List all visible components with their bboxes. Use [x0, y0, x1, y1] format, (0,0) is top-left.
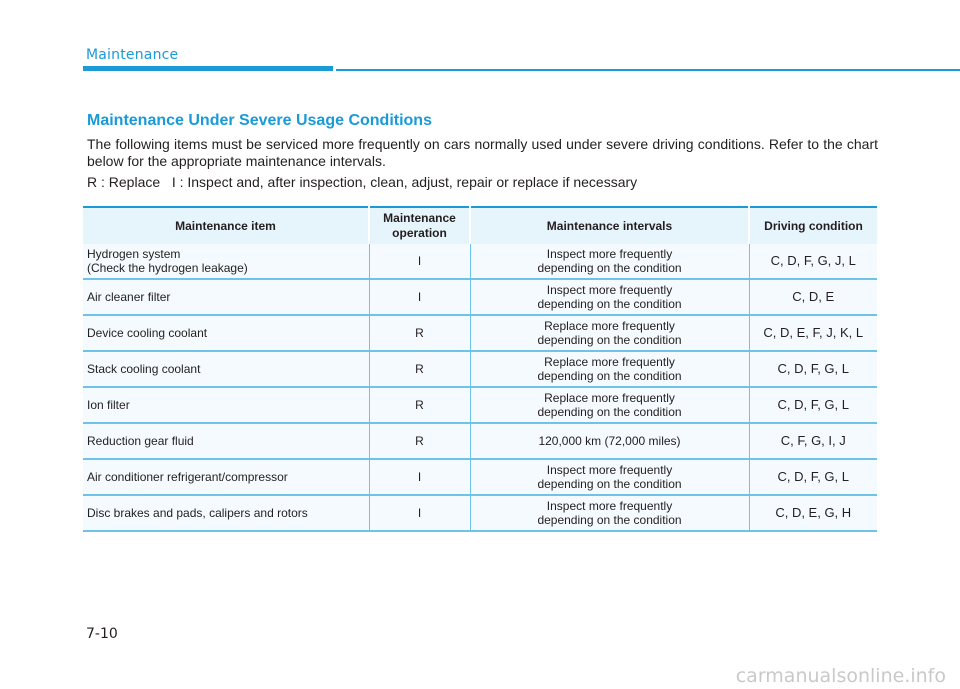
cell-interval: Inspect more frequently depending on the condition [470, 495, 749, 531]
cell-item: Ion filter [83, 387, 369, 423]
table-row [83, 495, 877, 531]
column-header-condition: Driving condition [749, 207, 877, 244]
cell-condition: C, D, F, G, L [749, 351, 877, 387]
cell-condition: C, D, E [749, 279, 877, 315]
cell-item: Disc brakes and pads, calipers and rotors [83, 495, 369, 531]
cell-operation: I [369, 279, 470, 315]
legend-text: R : Replace I : Inspect and, after inspection, clean, adjust, repair or replace if necessary [87, 174, 638, 190]
table-row [83, 423, 877, 459]
cell-item: Device cooling coolant [83, 315, 369, 351]
table-row [83, 244, 877, 279]
table-row [83, 351, 877, 387]
cell-operation: I [369, 459, 470, 495]
cell-operation: R [369, 387, 470, 423]
column-header-operation: Maintenance operation [369, 207, 470, 244]
header-rule-thin [336, 69, 960, 71]
cell-operation: I [369, 244, 470, 279]
table-header-row [83, 207, 877, 244]
cell-interval: Inspect more frequently depending on the condition [470, 279, 749, 315]
cell-item: Stack cooling coolant [83, 351, 369, 387]
cell-item: Hydrogen system (Check the hydrogen leakage) [83, 244, 369, 279]
cell-operation: R [369, 315, 470, 351]
cell-condition: C, F, G, I, J [749, 423, 877, 459]
cell-interval: Inspect more frequently depending on the condition [470, 459, 749, 495]
cell-item: Air cleaner filter [83, 279, 369, 315]
cell-interval: 120,000 km (72,000 miles) [470, 423, 749, 459]
intro-paragraph: The following items must be serviced more frequently on cars normally used under severe driving conditions. Refer to the chart below for the appropriate maintenance intervals. [87, 136, 878, 169]
cell-condition: C, D, F, G, J, L [749, 244, 877, 279]
cell-item: Reduction gear fluid [83, 423, 369, 459]
maintenance-table [83, 206, 877, 532]
page-heading: Maintenance Under Severe Usage Conditions [87, 112, 432, 129]
cell-operation: R [369, 423, 470, 459]
cell-interval: Replace more frequently depending on the condition [470, 315, 749, 351]
header-rule-thick [83, 66, 333, 71]
cell-interval: Inspect more frequently depending on the condition [470, 244, 749, 279]
cell-operation: R [369, 351, 470, 387]
table-row [83, 279, 877, 315]
cell-interval: Replace more frequently depending on the condition [470, 387, 749, 423]
table-row [83, 387, 877, 423]
cell-condition: C, D, F, G, L [749, 387, 877, 423]
cell-condition: C, D, E, G, H [749, 495, 877, 531]
column-header-item: Maintenance item [83, 207, 369, 244]
table-row [83, 315, 877, 351]
cell-condition: C, D, E, F, J, K, L [749, 315, 877, 351]
table-row [83, 459, 877, 495]
cell-item: Air conditioner refrigerant/compressor [83, 459, 369, 495]
cell-operation: I [369, 495, 470, 531]
page-number: 7-10 [86, 626, 118, 642]
section-label: Maintenance [86, 47, 179, 63]
watermark: carmanualsonline.info [735, 665, 946, 687]
column-header-intervals: Maintenance intervals [470, 207, 749, 244]
cell-condition: C, D, F, G, L [749, 459, 877, 495]
cell-interval: Replace more frequently depending on the condition [470, 351, 749, 387]
